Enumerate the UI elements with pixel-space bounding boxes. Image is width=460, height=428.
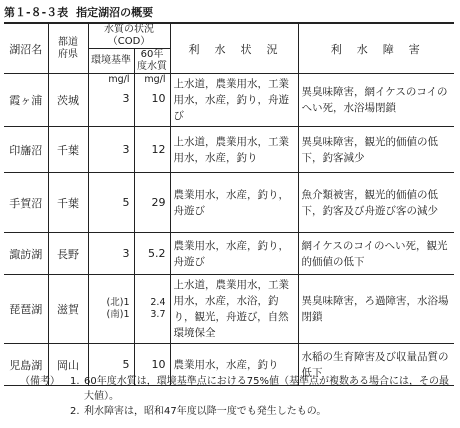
standard-value: 3	[88, 127, 134, 173]
table-row	[4, 74, 454, 127]
usage-text: 上水道，農業用水，工業用水，水産，釣り，舟遊び	[170, 74, 298, 127]
lake-name: 印旛沼	[4, 127, 48, 173]
table-row	[4, 275, 454, 344]
table-number: 第１-８-３表	[4, 6, 69, 19]
standard-value: (北)1 (南)1	[88, 275, 134, 344]
notes	[20, 374, 450, 419]
problems-text: 魚介類被害，観光的価値の低下，釣客及び舟遊び客の減少	[298, 173, 454, 233]
problems-text: 異臭味障害，ろ過障害，水浴場閉鎖	[298, 275, 454, 344]
note-text: 利水障害は，昭和47年度以降一度でも発生したもの。	[84, 406, 327, 417]
measured-value: 2.4 3.7	[134, 275, 170, 344]
header-problems: 利 水 障 害	[298, 23, 454, 74]
measured-value: mg/l 10	[134, 74, 170, 127]
usage-text: 農業用水，水産，釣り，舟遊び	[170, 173, 298, 233]
problems-text: 水稲の生育障害及び収量品質の低下	[298, 344, 454, 386]
prefecture: 茨城	[48, 74, 88, 127]
note-item	[20, 374, 450, 404]
usage-text: 上水道，農業用水，工業用水，水産，釣り	[170, 127, 298, 173]
prefecture: 長野	[48, 233, 88, 275]
problems-text: 異臭味障害，観光的価値の低下，釣客減少	[298, 127, 454, 173]
table-caption: 指定湖沼の概要	[76, 6, 154, 19]
table-title	[4, 4, 153, 20]
header-prefecture: 都道府県	[48, 23, 88, 74]
note-number: 1.	[70, 376, 80, 387]
note-text: 60年度水質は，環境基準点における75%値（基準点が複数ある場合には，その最大値）。	[84, 376, 449, 402]
standard-value: 5	[88, 344, 134, 386]
standard-value: 3	[88, 233, 134, 275]
table-row	[4, 173, 454, 233]
usage-text: 農業用水，水産，釣り，舟遊び	[170, 233, 298, 275]
measured-value: 10	[134, 344, 170, 386]
header-standard: 環境基準	[88, 49, 134, 74]
note-number: 2.	[70, 406, 80, 417]
prefecture: 千葉	[48, 173, 88, 233]
table-row	[4, 233, 454, 275]
header-lake: 湖沼名	[4, 23, 48, 74]
standard-value: 5	[88, 173, 134, 233]
lake-name: 琵琶湖	[4, 275, 48, 344]
problems-text: 異臭味障害，網イケスのコイのへい死，水浴場閉鎖	[298, 74, 454, 127]
lake-name: 霞ヶ浦	[4, 74, 48, 127]
prefecture: 千葉	[48, 127, 88, 173]
header-measured: 60年度水質	[134, 49, 170, 74]
measured-value: 29	[134, 173, 170, 233]
lake-name: 児島湖	[4, 344, 48, 386]
lake-name: 諏訪湖	[4, 233, 48, 275]
problems-text: 網イケスのコイのへい死，観光的価値の低下	[298, 233, 454, 275]
measured-value: 12	[134, 127, 170, 173]
header-usage: 利 水 状 況	[170, 23, 298, 74]
table-row	[4, 127, 454, 173]
prefecture: 滋賀	[48, 275, 88, 344]
header-water-quality: 水質の状況（COD）	[88, 23, 170, 49]
notes-label: （備考）	[20, 376, 60, 387]
lake-overview-table	[4, 22, 454, 386]
usage-text: 上水道，農業用水，工業用水，水産，水浴，釣り，観光，舟遊び，自然環境保全	[170, 275, 298, 344]
lake-name: 手賀沼	[4, 173, 48, 233]
usage-text: 農業用水，水産，釣り	[170, 344, 298, 386]
measured-value: 5.2	[134, 233, 170, 275]
note-item	[20, 404, 450, 419]
standard-value: mg/l 3	[88, 74, 134, 127]
prefecture: 岡山	[48, 344, 88, 386]
